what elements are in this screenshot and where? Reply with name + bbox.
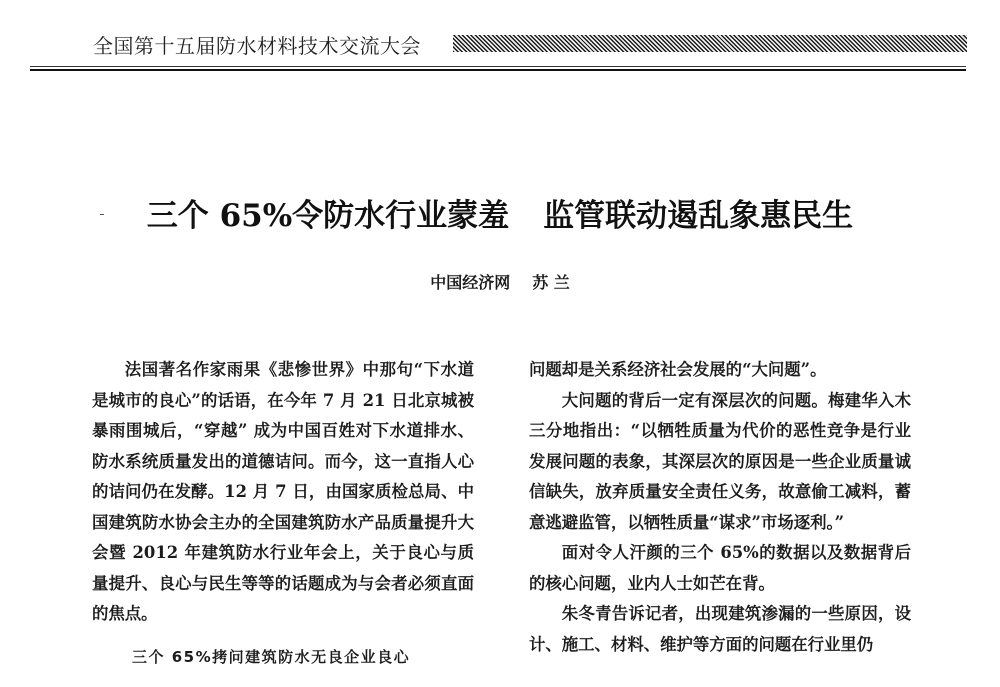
right-paragraph-2: 大问题的背后一定有深层次的问题。梅建华入木三分地指出：“以牺牲质量为代价的恶性竞争是行业发展问题的表象，其深层次的原因是一些企业质量诚信缺失，放弃质量安全责任义务，故意偷工减料，蓄意逃避监管，以牺牲质量“谋求”市场逐利。” bbox=[529, 390, 911, 532]
header-rule-thin bbox=[30, 66, 966, 67]
byline-source: 中国经济网 bbox=[430, 273, 511, 292]
right-paragraph-4: 朱冬青告诉记者，出现建筑渗漏的一些原因，设计、施工、材料、维护等方面的问题在行业里仍 bbox=[529, 604, 911, 654]
byline bbox=[0, 270, 1000, 293]
article-title-part1: 三个 65%令防水行业蒙羞 bbox=[146, 198, 510, 234]
conference-header-title: 全国第十五届防水材料技术交流大会 bbox=[93, 34, 421, 58]
article-title bbox=[0, 190, 1000, 235]
left-column bbox=[92, 355, 474, 672]
header-rule-thick bbox=[30, 69, 966, 71]
right-column bbox=[529, 355, 911, 660]
left-paragraph-1: 法国著名作家雨果《悲惨世界》中那句“下水道是城市的良心”的话语，在今年 7 月 21 日北京城被暴雨围城后，“穿越” 成为中国百姓对下水道排水、防水系统质量发出的道德诘问。而今，这一直指人心的诘问仍在发酵。12 月 7 日，由国家质检总局、中国建筑防水协会主办的全国建筑防水产品质量提升大会暨 2012 年建筑防水行业年会上，关于良心与质量提升、良心与民生等等的话题成为与会者必须直面的焦点。 bbox=[92, 360, 474, 623]
right-paragraph-1-continued: 问题却是关系经济社会发展的“大问题”。 bbox=[529, 360, 827, 379]
byline-author: 苏 兰 bbox=[532, 273, 570, 292]
header-hatch-bar bbox=[453, 35, 967, 52]
right-paragraph-3: 面对令人汗颜的三个 65%的数据以及数据背后的核心问题，业内人士如芒在背。 bbox=[529, 543, 911, 593]
article-title-part2: 监管联动遏乱象惠民生 bbox=[543, 198, 854, 234]
section-heading: 三个 65%拷问建筑防水无良企业良心 bbox=[132, 647, 411, 666]
